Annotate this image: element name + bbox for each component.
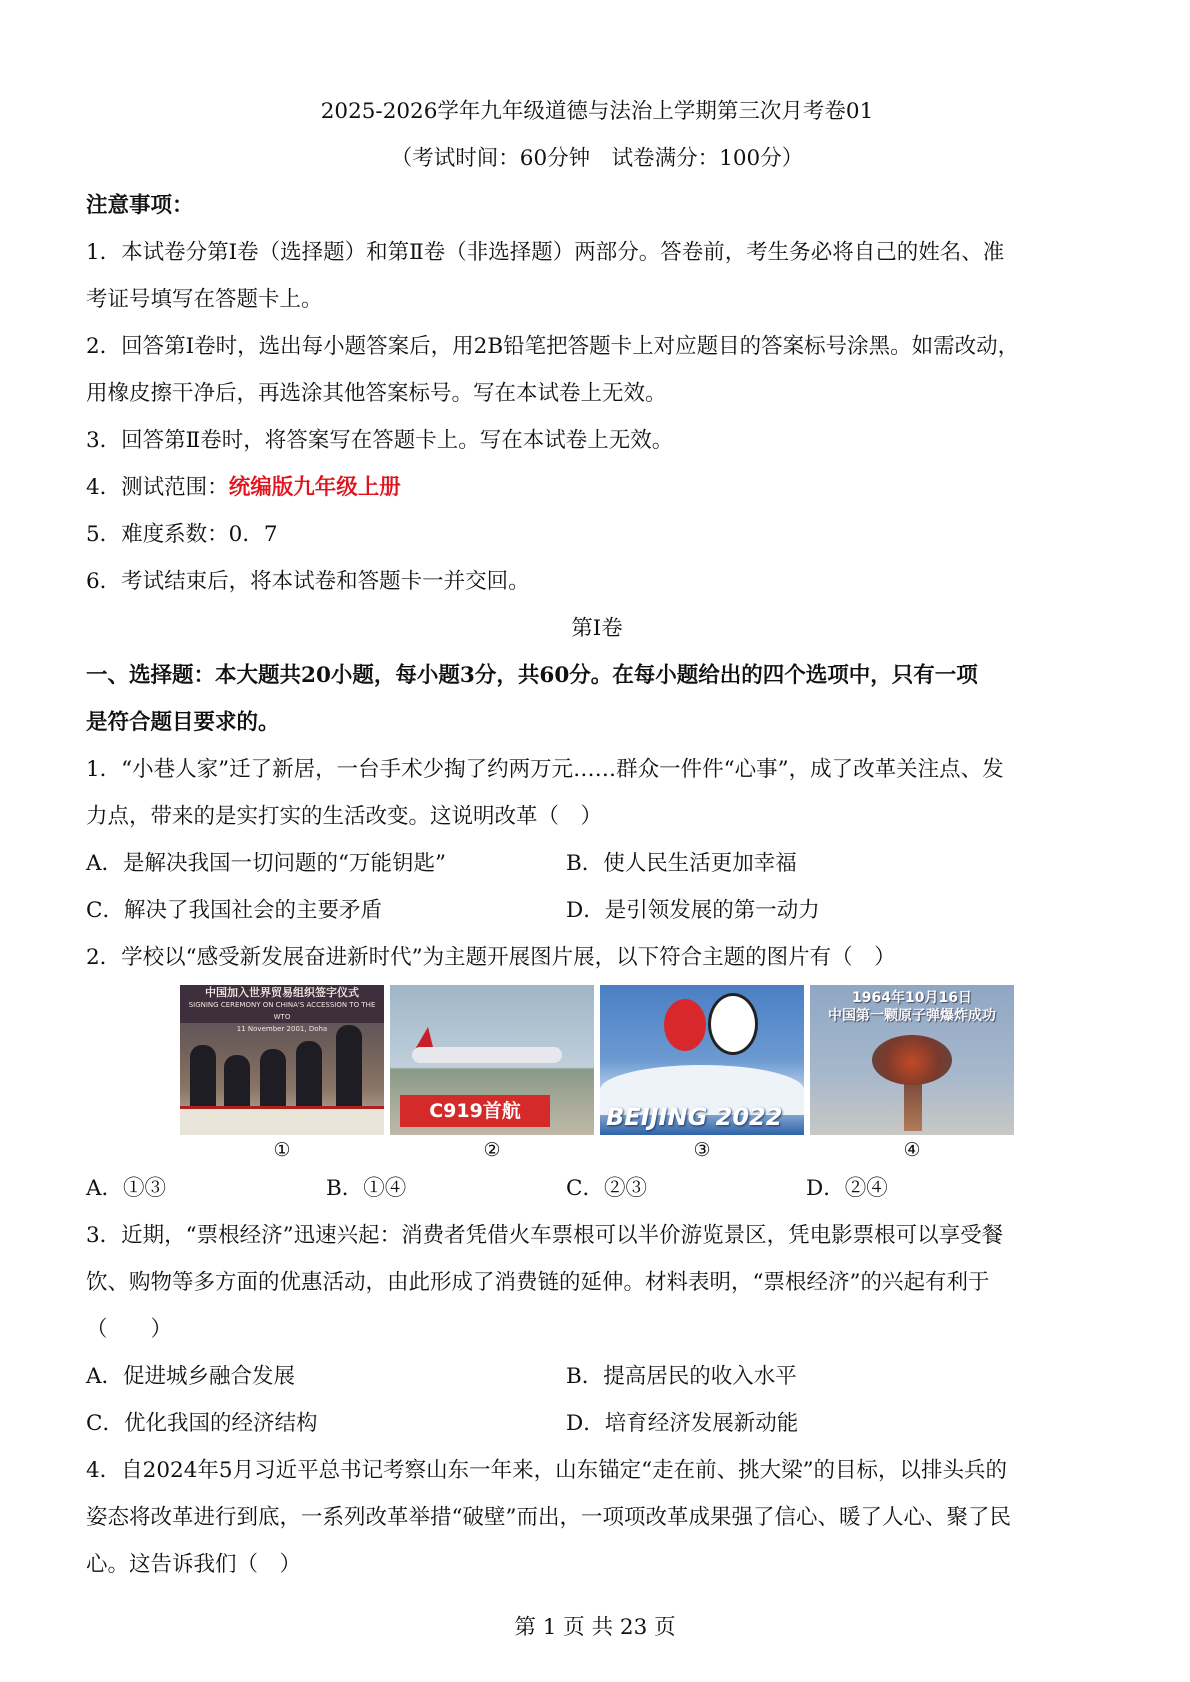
plane-body <box>412 1047 562 1063</box>
page-content <box>86 88 1108 1588</box>
exam-info: （考试时间：60分钟 试卷满分：100分） <box>390 146 804 171</box>
mushroom-cloud <box>872 1035 952 1085</box>
q3-option-d: D．培育经济发展新动能 <box>566 1411 799 1436</box>
atomic-bomb-text: 中国第一颗原子弹爆炸成功 <box>828 1008 996 1024</box>
wto-signing-image <box>180 985 384 1135</box>
c919-sign: C919首航 <box>400 1095 550 1127</box>
q3-option-b: B．提高居民的收入水平 <box>566 1364 797 1389</box>
test-scope: 统编版九年级上册 <box>228 475 401 500</box>
q3-option-a: A．促进城乡融合发展 <box>86 1364 296 1389</box>
note-6: 6．考试结束后，将本试卷和答题卡一并交回。 <box>86 569 530 594</box>
caption-1: ① <box>273 1139 291 1161</box>
q2-options <box>86 1165 1108 1212</box>
caption-3: ③ <box>693 1139 711 1161</box>
q1-option-d: D．是引领发展的第一动力 <box>566 898 820 923</box>
notes-heading: 注意事项： <box>86 193 194 218</box>
note-2b: 用橡皮擦干净后，再选涂其他答案标号。写在本试卷上无效。 <box>86 381 667 406</box>
q1-stem-a: 1．“小巷人家”迁了新居，一台手术少掏了约两万元……群众一件件“心事”，成了改革关注点、发 <box>86 757 1004 782</box>
q4-stem-c: 心。这告诉我们（ ） <box>86 1552 302 1577</box>
q1-option-b: B．使人民生活更加幸福 <box>566 851 797 876</box>
note-3: 3．回答第Ⅱ卷时，将答案写在答题卡上。写在本试卷上无效。 <box>86 428 674 453</box>
section-heading-b: 是符合题目要求的。 <box>86 710 280 735</box>
wto-banner-cn: 中国加入世界贸易组织签字仪式 <box>205 986 359 999</box>
caption-4: ④ <box>903 1139 921 1161</box>
beijing-2022-text: BEIJING 2022 <box>606 1103 783 1131</box>
volume-title: 第Ⅰ卷 <box>571 616 623 641</box>
q2-images <box>180 985 1108 1135</box>
q1-stem-b: 力点，带来的是实打实的生活改变。这说明改革（ ） <box>86 804 603 829</box>
beijing-2022-image <box>600 985 804 1135</box>
caption-2: ② <box>483 1139 501 1161</box>
q2-option-c: C．②③ <box>566 1176 647 1201</box>
note-4 <box>86 464 1108 511</box>
figure <box>336 1025 362 1115</box>
figure <box>296 1041 322 1115</box>
note-1b: 考证号填写在答题卡上。 <box>86 287 323 312</box>
q4-stem-b: 姿态将改革进行到底，一系列改革举措“破壁”而出，一项项改革成果强了信心、暖了人心、聚了民 <box>86 1505 1011 1530</box>
q4-stem-a: 4．自2024年5月习近平总书记考察山东一年来，山东锚定“走在前、挑大梁”的目标，以排头兵的 <box>86 1458 1008 1483</box>
q3-stem-c: （ ） <box>86 1317 173 1342</box>
section-heading-a: 一、选择题：本大题共20小题，每小题3分，共60分。在每小题给出的四个选项中，只有一项 <box>86 663 978 688</box>
q1-options-row2 <box>86 887 1108 934</box>
atomic-bomb-caption <box>810 989 1014 1025</box>
q3-stem-b: 饮、购物等多方面的优惠活动，由此形成了消费链的延伸。材料表明，“票根经济”的兴起有利于 <box>86 1270 990 1295</box>
atomic-bomb-date: 1964年10月16日 <box>852 990 972 1006</box>
note-5: 5．难度系数：0．7 <box>86 522 278 547</box>
wto-banner-date: 11 November 2001, Doha <box>236 1025 328 1033</box>
signing-table <box>180 1106 384 1135</box>
q3-option-c: C．优化我国的经济结构 <box>86 1411 318 1436</box>
q1-options-row1 <box>86 840 1108 887</box>
q3-stem-a: 3．近期，“票根经济”迅速兴起：消费者凭借火车票根可以半价游览景区，凭电影票根可以享受餐 <box>86 1223 1004 1248</box>
bing-dwen-dwen-mascot <box>708 993 758 1055</box>
shuey-rhon-rhon-mascot <box>664 999 706 1051</box>
note-4-label: 4．测试范围： <box>86 475 229 500</box>
page-title: 2025-2026学年九年级道德与法治上学期第三次月考卷01 <box>320 99 874 124</box>
note-1a: 1．本试卷分第Ⅰ卷（选择题）和第Ⅱ卷（非选择题）两部分。答卷前，考生务必将自己的姓名、准 <box>86 240 1005 265</box>
c919-image <box>390 985 594 1135</box>
atomic-bomb-image <box>810 985 1014 1135</box>
q2-option-a: A．①③ <box>86 1176 167 1201</box>
wto-banner <box>180 985 384 1033</box>
q1-option-a: A．是解决我国一切问题的“万能钥匙” <box>86 851 447 876</box>
q2-option-b: B．①④ <box>326 1176 407 1201</box>
cloud-stem <box>904 1081 922 1131</box>
q1-option-c: C．解决了我国社会的主要矛盾 <box>86 898 382 923</box>
q3-options-row1 <box>86 1353 1108 1400</box>
note-2a: 2．回答第Ⅰ卷时，选出每小题答案后，用2B铅笔把答题卡上对应题目的答案标号涂黑。如需改动， <box>86 334 1020 359</box>
wto-banner-en: SIGNING CEREMONY ON CHINA'S ACCESSION TO THE WTO <box>188 1001 376 1021</box>
q3-options-row2 <box>86 1400 1108 1447</box>
page-number: 第 1 页 共 23 页 <box>514 1615 676 1640</box>
q2-stem: 2．学校以“感受新发展奋进新时代”为主题开展图片展，以下符合主题的图片有（ ） <box>86 945 896 970</box>
q2-option-d: D．②④ <box>806 1176 888 1201</box>
figure <box>190 1045 216 1115</box>
q2-image-captions <box>180 1135 1108 1165</box>
